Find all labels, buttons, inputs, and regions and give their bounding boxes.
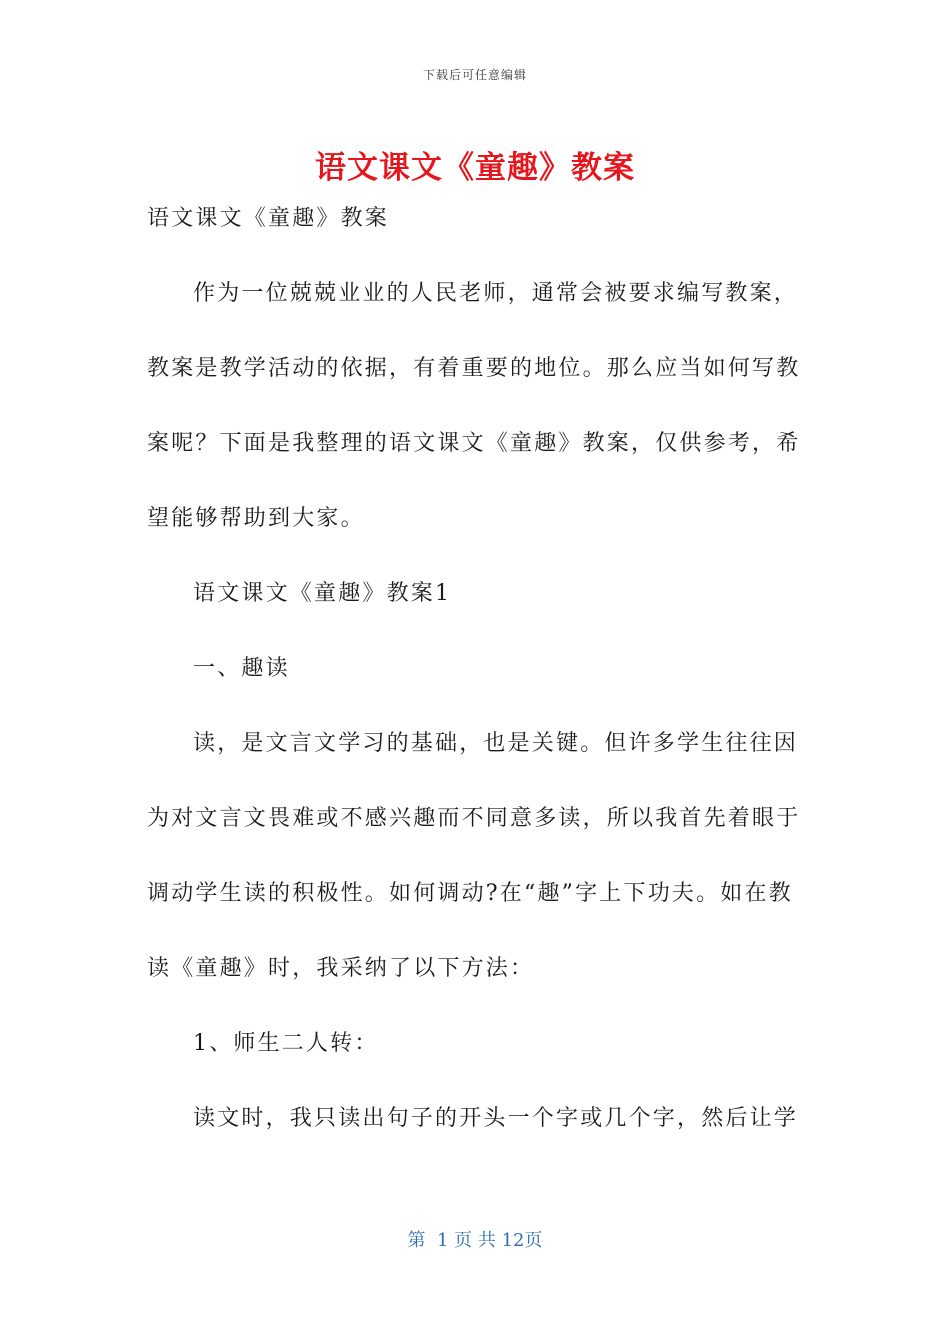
header-note: 下载后可任意编辑 — [422, 68, 527, 82]
subsection-heading: 一、趣读 — [193, 656, 290, 681]
page-number-footer: 第 1 页 共 12页 — [407, 1230, 543, 1251]
body-line: 为对文言文畏难或不感兴趣而不同意多读，所以我首先着眼于 — [147, 806, 801, 831]
body-line: 调动学生读的积极性。如何调动?在“趣”字上下功夫。如在教 — [147, 881, 793, 906]
body-line: 读文时，我只读出句子的开头一个字或几个字，然后让学 — [193, 1106, 799, 1131]
body-line: 语文课文《童趣》教案 — [147, 206, 390, 231]
body-line: 教案是教学活动的依据，有着重要的地位。那么应当如何写教 — [147, 356, 801, 381]
body-line: 案呢？下面是我整理的语文课文《童趣》教案，仅供参考，希 — [147, 431, 801, 456]
list-item-heading: 1、师生二人转： — [193, 1031, 379, 1056]
body-line: 读《童趣》时，我采纳了以下方法： — [147, 956, 535, 981]
body-line: 望能够帮助到大家。 — [147, 506, 365, 531]
document-body — [147, 198, 803, 1173]
document-title: 语文课文《童趣》教案 — [315, 150, 635, 186]
section-heading: 语文课文《童趣》教案1 — [193, 581, 452, 606]
body-line: 读，是文言文学习的基础，也是关键。但许多学生往往因 — [193, 731, 799, 756]
body-line: 作为一位兢兢业业的人民老师，通常会被要求编写教案， — [193, 281, 799, 306]
